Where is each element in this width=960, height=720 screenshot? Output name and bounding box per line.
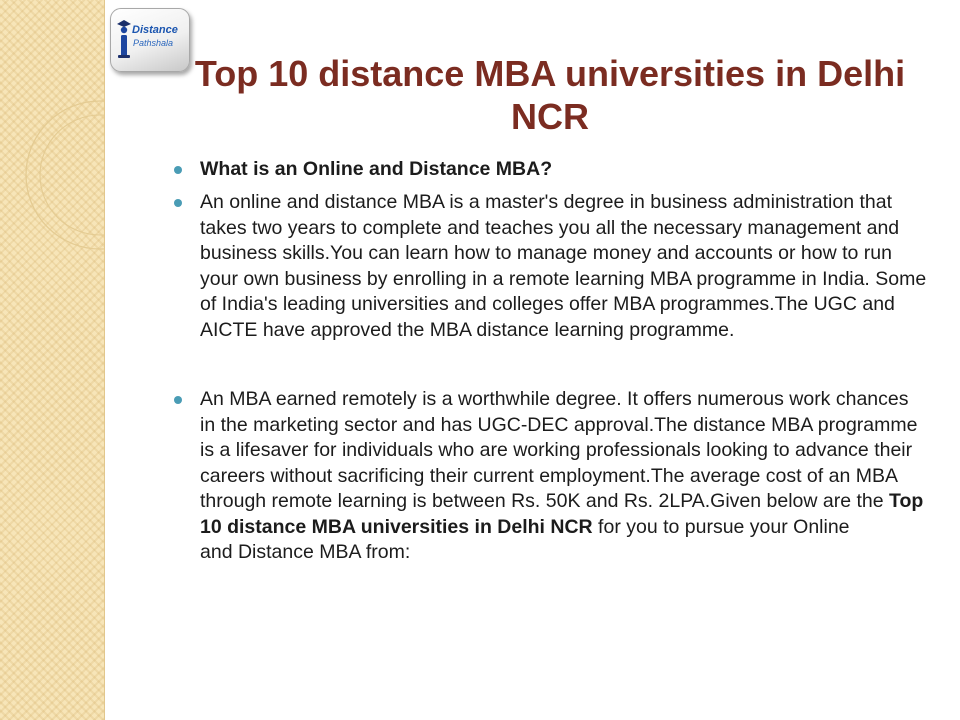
- paragraph-line: [200, 489, 923, 515]
- bullet-item-question: [200, 157, 552, 183]
- paragraph-line: is a lifesaver for individuals who are working professionals looking to advance their: [200, 439, 913, 461]
- line-text: for you to pursue your Online: [592, 515, 850, 538]
- bullet-item-value: [200, 387, 923, 566]
- paragraph-line: your own business by enrolling in a remote learning MBA programme in India. Some: [200, 267, 927, 290]
- bold-highlight: Top: [889, 490, 924, 512]
- paragraph-line: business skills.You can learn how to manage money and accounts or how to run: [200, 242, 892, 264]
- paragraph-line: careers without sacrificing their current employment.The average cost of an MBA: [200, 464, 898, 487]
- paragraph-line: of India's leading universities and colleges offer MBA programmes.The UGC and: [200, 293, 895, 315]
- decorative-side-strip: [0, 0, 105, 720]
- decorative-rings: [0, 0, 104, 720]
- logo-text-distance: Distance: [132, 24, 178, 36]
- bullet-dot-icon: [174, 396, 182, 404]
- bullet-dot-icon: [174, 166, 182, 174]
- paragraph-line: takes two years to complete and teaches you all the necessary management and: [200, 216, 900, 239]
- bullet-dot-icon: [174, 199, 182, 207]
- paragraph-line: An online and distance MBA is a master's degree in business administration that: [200, 191, 893, 213]
- logo-text-pathshala: Pathshala: [133, 38, 174, 48]
- paragraph-line: An MBA earned remotely is a worthwhile degree. It offers numerous work chances: [200, 388, 909, 410]
- paragraph-line: AICTE have approved the MBA distance learning programme.: [200, 318, 735, 341]
- paragraph-line: in the marketing sector and has UGC-DEC approval.The distance MBA programme: [200, 413, 918, 436]
- bullet-heading: What is an Online and Distance MBA?: [200, 158, 553, 180]
- bold-highlight: 10 distance MBA universities in Delhi NCR: [200, 515, 593, 538]
- graduate-figure-icon: [116, 19, 132, 61]
- paragraph-line: and Distance MBA from:: [200, 541, 411, 563]
- paragraph-line: [200, 515, 923, 541]
- slide-title: Top 10 distance MBA universities in Delhi NCR: [194, 53, 906, 137]
- line-text: through remote learning is between Rs. 50K and Rs. 2LPA.Given below are the: [200, 490, 890, 512]
- bullet-item-definition: [200, 190, 926, 343]
